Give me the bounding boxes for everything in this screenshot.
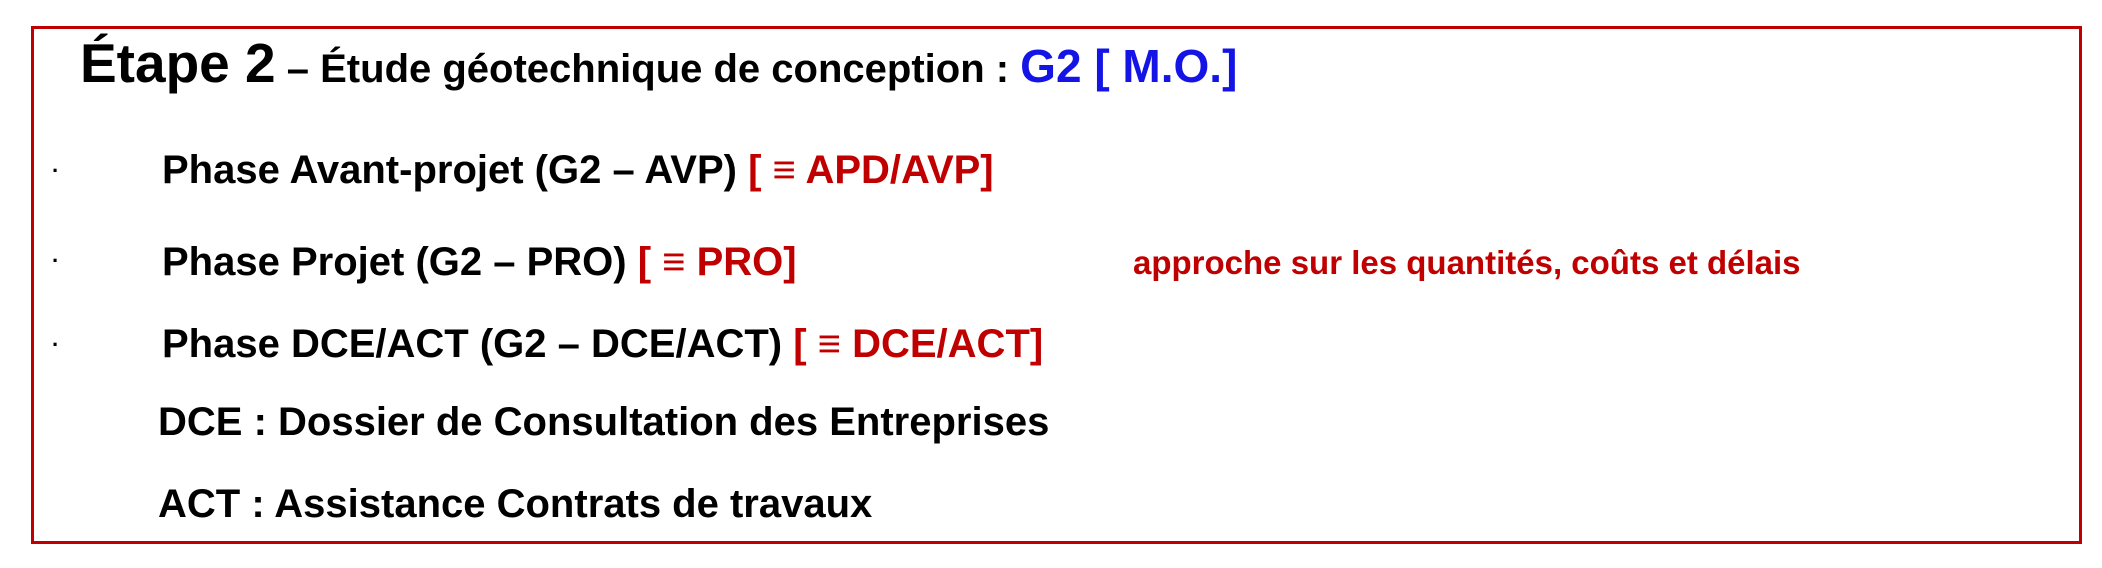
slide-frame (31, 26, 2082, 544)
definition-act: ACT : Assistance Contrats de travaux (158, 482, 873, 526)
phase-avp-label: Phase Avant-projet (G2 – AVP) (162, 148, 749, 192)
phase-dce-act (162, 324, 1043, 364)
title-etape: Étape 2 (80, 32, 276, 94)
phase-pro (162, 242, 797, 282)
bullet-phase-pro: · (52, 248, 60, 273)
definition-dce: DCE : Dossier de Consultation des Entreprises (158, 400, 1050, 444)
title-tag: G2 [ M.O.] (1020, 40, 1238, 92)
note-approche: approche sur les quantités, coûts et délais (1133, 244, 1801, 281)
phase-pro-label: Phase Projet (G2 – PRO) (162, 240, 638, 284)
phase-dce-act-equiv: [ ≡ DCE/ACT] (793, 322, 1044, 366)
bullet-phase-avp: · (52, 158, 60, 183)
phase-avp (162, 150, 994, 190)
title-subtitle: – Étude géotechnique de conception : (275, 47, 1021, 91)
slide-title (80, 32, 1238, 94)
phase-pro-equiv: [ ≡ PRO] (637, 240, 797, 284)
phase-avp-equiv: [ ≡ APD/AVP] (748, 148, 994, 192)
phase-dce-act-label: Phase DCE/ACT (G2 – DCE/ACT) (162, 322, 794, 366)
bullet-phase-dce-act: · (52, 332, 60, 357)
